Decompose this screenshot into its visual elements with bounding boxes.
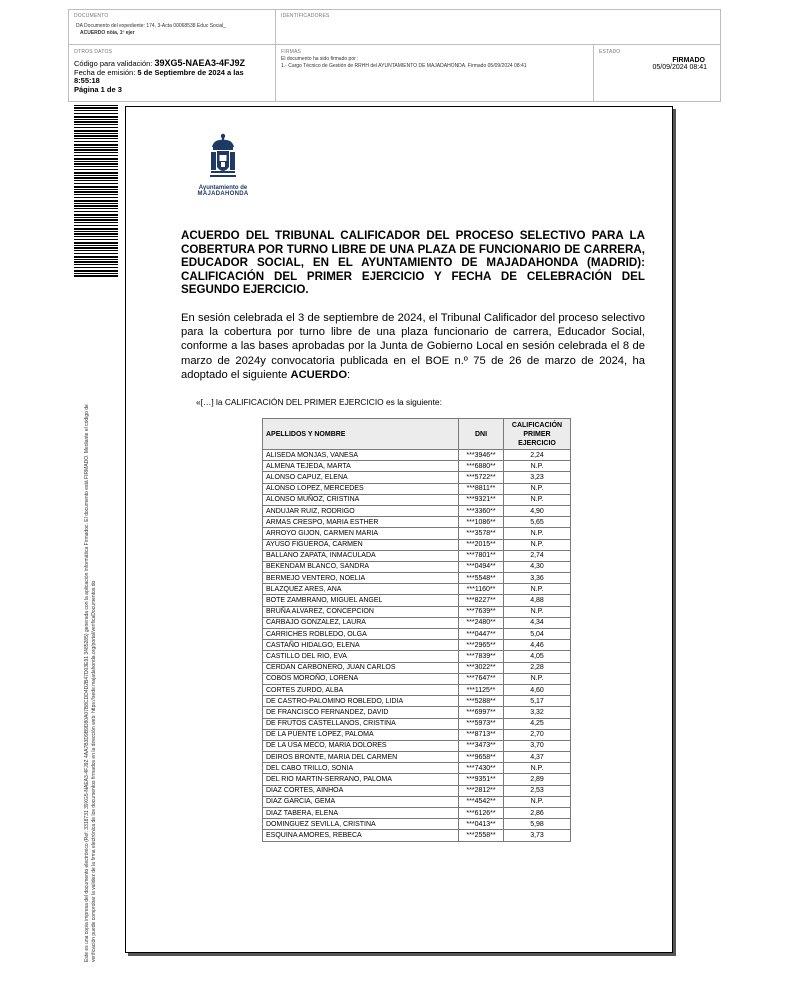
cell-dni: ***7839** bbox=[459, 651, 504, 662]
majadahonda-logo bbox=[188, 133, 258, 197]
cell-name: COBOS MOROÑO, LORENA bbox=[263, 673, 459, 684]
cell-calificacion: 2,86 bbox=[504, 808, 571, 819]
table-row bbox=[263, 629, 571, 640]
cell-calificacion: 2,89 bbox=[504, 774, 571, 785]
table-row bbox=[263, 684, 571, 695]
cell-name: ALONSO MUÑOZ, CRISTINA bbox=[263, 494, 459, 505]
otros-datos-cell bbox=[69, 46, 275, 101]
cell-name: ARMAS CRESPO, MARIA ESTHER bbox=[263, 517, 459, 528]
codigo-label: Código para validación: bbox=[74, 59, 153, 68]
cell-name: DEL CABO TRILLO, SONIA bbox=[263, 763, 459, 774]
table-row bbox=[263, 450, 571, 461]
cell-name: CERDAN CARBONERO, JUAN CARLOS bbox=[263, 662, 459, 673]
cell-name: ALONSO CAPUZ, ELENA bbox=[263, 472, 459, 483]
table-row bbox=[263, 774, 571, 785]
cell-name: ESQUINA AMORES, REBECA bbox=[263, 830, 459, 841]
cell-dni: ***7801** bbox=[459, 550, 504, 561]
cell-dni: ***2015** bbox=[459, 539, 504, 550]
cell-dni: ***7430** bbox=[459, 763, 504, 774]
logo-line2: MAJADAHONDA bbox=[197, 191, 249, 197]
logo-line1: Ayuntamiento de bbox=[198, 185, 248, 191]
cell-dni: ***2480** bbox=[459, 617, 504, 628]
cell-calificacion: 2,74 bbox=[504, 550, 571, 561]
barcode-image bbox=[74, 105, 118, 278]
cell-calificacion: 4,34 bbox=[504, 617, 571, 628]
cell-name: DEL RIO MARTIN-SERRANO, PALOMA bbox=[263, 774, 459, 785]
documento-line1: DA Documento del expediente: 174, 3-Acta 00068538 Educ Social_ bbox=[76, 23, 227, 29]
table-row bbox=[263, 550, 571, 561]
cell-name: ANDUJAR RUIZ, RODRIGO bbox=[263, 505, 459, 516]
cell-dni: ***9658** bbox=[459, 752, 504, 763]
cell-dni: ***0494** bbox=[459, 561, 504, 572]
documento-line2: ACUERDO nöia, 1º ejer bbox=[80, 30, 135, 36]
cell-name: BERMEJO VENTERO, NOELIA bbox=[263, 573, 459, 584]
cell-dni: ***5973** bbox=[459, 718, 504, 729]
cell-calificacion: N.P. bbox=[504, 796, 571, 807]
header-calificacion: CALIFICACIÓN PRIMER EJERCICIO bbox=[504, 419, 571, 450]
table-row bbox=[263, 729, 571, 740]
cell-name: DE FRANCISCO FERNANDEZ, DAVID bbox=[263, 707, 459, 718]
cell-name: DE LA USA MECO, MARIA DOLORES bbox=[263, 740, 459, 751]
cell-dni: ***2812** bbox=[459, 785, 504, 796]
cell-name: DIAZ TABERA, ELENA bbox=[263, 808, 459, 819]
cell-name: DIAZ GARCIA, GEMA bbox=[263, 796, 459, 807]
otros-datos-label: OTROS DATOS bbox=[74, 49, 113, 55]
cell-name: CARBAJO GONZALEZ, LAURA bbox=[263, 617, 459, 628]
cell-name: BRUÑA ALVAREZ, CONCEPCION bbox=[263, 606, 459, 617]
estado-cell bbox=[594, 46, 720, 101]
cell-dni: ***6880** bbox=[459, 461, 504, 472]
cell-dni: ***0447** bbox=[459, 629, 504, 640]
table-row bbox=[263, 662, 571, 673]
cell-calificacion: 4,05 bbox=[504, 651, 571, 662]
cell-calificacion: 4,25 bbox=[504, 718, 571, 729]
table-row bbox=[263, 752, 571, 763]
firmas-line2: 1.- Cargo Técnico de Gestión de RRHH del AYUNTAMIENTO DE MAJADAHONDA. Firmado 05/09/2024 08:41 bbox=[281, 63, 527, 69]
table-row bbox=[263, 472, 571, 483]
table-row bbox=[263, 606, 571, 617]
table-row bbox=[263, 819, 571, 830]
table-row bbox=[263, 696, 571, 707]
cell-calificacion: 4,30 bbox=[504, 561, 571, 572]
table-row bbox=[263, 483, 571, 494]
cell-name: DE LA PUENTE LOPEZ, PALOMA bbox=[263, 729, 459, 740]
cell-dni: ***8713** bbox=[459, 729, 504, 740]
table-row bbox=[263, 740, 571, 751]
cell-dni: ***3473** bbox=[459, 740, 504, 751]
coat-of-arms-icon bbox=[205, 133, 241, 183]
table-row bbox=[263, 528, 571, 539]
cell-dni: ***5722** bbox=[459, 472, 504, 483]
results-table bbox=[262, 418, 571, 842]
table-row bbox=[263, 763, 571, 774]
page-number: Página 1 de 3 bbox=[74, 84, 122, 94]
cell-calificacion: 4,60 bbox=[504, 684, 571, 695]
cell-calificacion: N.P. bbox=[504, 606, 571, 617]
cell-name: AYUSO FIGUEROA, CARMEN bbox=[263, 539, 459, 550]
cell-name: DE FRUTOS CASTELLANOS, CRISTINA bbox=[263, 718, 459, 729]
cell-name: DOMINGUEZ SEVILLA, CRISTINA bbox=[263, 819, 459, 830]
cell-calificacion: 3,36 bbox=[504, 573, 571, 584]
cell-calificacion: 2,28 bbox=[504, 662, 571, 673]
cell-dni: ***1086** bbox=[459, 517, 504, 528]
side-text-line1: Este es una copia impresa del documento electrónico (Ref: 3318731 39XG5-NAEA3-4FJ9Z 4AA7B3D9B9D80A07B8CDD4D2B47D03E91 3485285) generada con la aplicación informática Firmadoc. El documento está FIRMADO. Mediante el código de bbox=[84, 404, 90, 962]
estado-label: ESTADO bbox=[599, 49, 621, 55]
cell-name: BALLANO ZAPATA, INMACULADA bbox=[263, 550, 459, 561]
cell-name: CORTES ZURDO, ALBA bbox=[263, 684, 459, 695]
cell-calificacion: N.P. bbox=[504, 763, 571, 774]
documento-cell bbox=[69, 10, 275, 44]
table-row bbox=[263, 595, 571, 606]
cell-calificacion: 5,98 bbox=[504, 819, 571, 830]
cell-calificacion: N.P. bbox=[504, 673, 571, 684]
cell-calificacion: 4,88 bbox=[504, 595, 571, 606]
cell-name: DE CASTRO-PALOMINO ROBLEDO, LIDIA bbox=[263, 696, 459, 707]
cell-calificacion: N.P. bbox=[504, 584, 571, 595]
paragraph-text: En sesión celebrada el 3 de septiembre de 2024, el Tribunal Calificador del proceso selectivo para la cobertura por turno libre de una plaza funcionario de carrera, Educador Social, conforme a las bases aprobadas por la Junta de Gobierno Local en sesión celebrada el 8 de marzo de 2024y convocatoria publicada en el BOE n.º 75 de 26 de marzo de 2024, ha adoptado el siguiente bbox=[181, 312, 645, 381]
cell-calificacion: 5,65 bbox=[504, 517, 571, 528]
quote-intro: «[…] la CALIFICACIÓN DEL PRIMER EJERCICIO es la siguiente: bbox=[196, 397, 442, 407]
estado-fecha: 05/09/2024 08:41 bbox=[652, 64, 707, 71]
cell-calificacion: N.P. bbox=[504, 461, 571, 472]
cell-dni: ***5548** bbox=[459, 573, 504, 584]
cell-dni: ***3578** bbox=[459, 528, 504, 539]
table-row bbox=[263, 796, 571, 807]
cell-name: ARROYO GIJON, CARMEN MARIA bbox=[263, 528, 459, 539]
table-row bbox=[263, 584, 571, 595]
table-row bbox=[263, 651, 571, 662]
paragraph-end: : bbox=[347, 368, 351, 381]
cell-calificacion: 3,23 bbox=[504, 472, 571, 483]
table-row bbox=[263, 707, 571, 718]
signature-header bbox=[68, 9, 721, 102]
identificadores-cell bbox=[276, 10, 720, 44]
table-row bbox=[263, 640, 571, 651]
cell-dni: ***5288** bbox=[459, 696, 504, 707]
divider bbox=[69, 44, 720, 45]
table-row bbox=[263, 461, 571, 472]
cell-calificacion: N.P. bbox=[504, 494, 571, 505]
firmas-line1: El documento ha sido firmado por : bbox=[281, 56, 359, 62]
table-row bbox=[263, 539, 571, 550]
cell-name: CASTILLO DEL RIO, EVA bbox=[263, 651, 459, 662]
cell-name: DEIROS BRONTE, MARIA DEL CARMEN bbox=[263, 752, 459, 763]
cell-name: BEKENDAM BLANCO, SANDRA bbox=[263, 561, 459, 572]
cell-name: BOTE ZAMBRANO, MIGUEL ANGEL bbox=[263, 595, 459, 606]
cell-name: DIAZ CORTES, AINHOA bbox=[263, 785, 459, 796]
cell-calificacion: 4,37 bbox=[504, 752, 571, 763]
table-row bbox=[263, 830, 571, 841]
cell-dni: ***6126** bbox=[459, 808, 504, 819]
cell-dni: ***2558** bbox=[459, 830, 504, 841]
cell-dni: ***1160** bbox=[459, 584, 504, 595]
cell-calificacion: 5,04 bbox=[504, 629, 571, 640]
cell-dni: ***6997** bbox=[459, 707, 504, 718]
cell-calificacion: 2,53 bbox=[504, 785, 571, 796]
cell-calificacion: N.P. bbox=[504, 483, 571, 494]
paragraph-bold: ACUERDO bbox=[290, 368, 348, 381]
cell-name: ALMENA TEJEDA, MARTA bbox=[263, 461, 459, 472]
cell-dni: ***9351** bbox=[459, 774, 504, 785]
cell-dni: ***8227** bbox=[459, 595, 504, 606]
cell-calificacion: 4,90 bbox=[504, 505, 571, 516]
cell-calificacion: 3,32 bbox=[504, 707, 571, 718]
cell-dni: ***9321** bbox=[459, 494, 504, 505]
cell-name: ALONSO LOPEZ, MERCEDES bbox=[263, 483, 459, 494]
table-row bbox=[263, 505, 571, 516]
cell-dni: ***7639** bbox=[459, 606, 504, 617]
side-text-line2: verificación puede comprobar la validez de la firma electrónica de los documentos firmados en la dirección web: https://sede.majadahonda.org/portal/verificaDocumentos.do bbox=[90, 580, 97, 962]
codigo-value: 39XG5-NAEA3-4FJ9Z bbox=[154, 58, 246, 68]
cell-calificacion: 3,70 bbox=[504, 740, 571, 751]
firmas-cell bbox=[276, 46, 593, 101]
cell-name: CASTAÑO HIDALGO, ELENA bbox=[263, 640, 459, 651]
estado-value: FIRMADO bbox=[672, 57, 705, 64]
cell-calificacion: N.P. bbox=[504, 539, 571, 550]
verification-side-text bbox=[84, 302, 97, 962]
cell-dni: ***0413** bbox=[459, 819, 504, 830]
header-dni: DNI bbox=[459, 419, 504, 450]
table-row bbox=[263, 517, 571, 528]
header-apellidos: APELLIDOS Y NOMBRE bbox=[263, 419, 459, 450]
cell-dni: ***3946** bbox=[459, 450, 504, 461]
table-row bbox=[263, 808, 571, 819]
firmas-label: FIRMAS bbox=[281, 49, 302, 55]
fecha-emision bbox=[74, 69, 270, 86]
cell-name: ALISEDA MONJAS, VANESA bbox=[263, 450, 459, 461]
cell-dni: ***3022** bbox=[459, 662, 504, 673]
cell-calificacion: 5,17 bbox=[504, 696, 571, 707]
body-paragraph bbox=[181, 311, 645, 382]
table-row bbox=[263, 494, 571, 505]
cell-calificacion: 4,46 bbox=[504, 640, 571, 651]
table-row bbox=[263, 617, 571, 628]
cell-dni: ***2965** bbox=[459, 640, 504, 651]
cell-calificacion: 2,70 bbox=[504, 729, 571, 740]
documento-label: DOCUMENTO bbox=[74, 13, 109, 19]
table-row bbox=[263, 573, 571, 584]
cell-dni: ***8811** bbox=[459, 483, 504, 494]
cell-dni: ***7647** bbox=[459, 673, 504, 684]
cell-dni: ***4542** bbox=[459, 796, 504, 807]
cell-dni: ***1125** bbox=[459, 684, 504, 695]
table-header-row bbox=[263, 419, 571, 450]
identificadores-label: IDENTIFICADORES bbox=[281, 13, 330, 19]
table-row bbox=[263, 785, 571, 796]
table-row bbox=[263, 561, 571, 572]
document-title: ACUERDO DEL TRIBUNAL CALIFICADOR DEL PROCESO SELECTIVO PARA LA COBERTURA POR TURNO LIBRE DE UNA PLAZA DE FUNCIONARIO DE CARRERA, EDUCADOR SOCIAL, EN EL AYUNTAMIENTO DE MAJADAHONDA (MADRID): CALIFICACIÓN DEL PRIMER EJERCICIO Y FECHA DE CELEBRACIÓN DEL SEGUNDO EJERCICIO. bbox=[181, 229, 645, 297]
cell-calificacion: N.P. bbox=[504, 528, 571, 539]
cell-name: BLAZQUEZ ARES, ANA bbox=[263, 584, 459, 595]
fecha-label: Fecha de emisión: bbox=[74, 67, 136, 77]
table-row bbox=[263, 673, 571, 684]
fecha-value: 5 de Septiembre de 2024 a las 8:55:18 bbox=[74, 67, 244, 85]
cell-name: CARRICHES ROBLEDO, OLGA bbox=[263, 629, 459, 640]
cell-dni: ***3360** bbox=[459, 505, 504, 516]
table-row bbox=[263, 718, 571, 729]
document-page bbox=[125, 106, 673, 953]
cell-calificacion: 2,24 bbox=[504, 450, 571, 461]
cell-calificacion: 3,73 bbox=[504, 830, 571, 841]
